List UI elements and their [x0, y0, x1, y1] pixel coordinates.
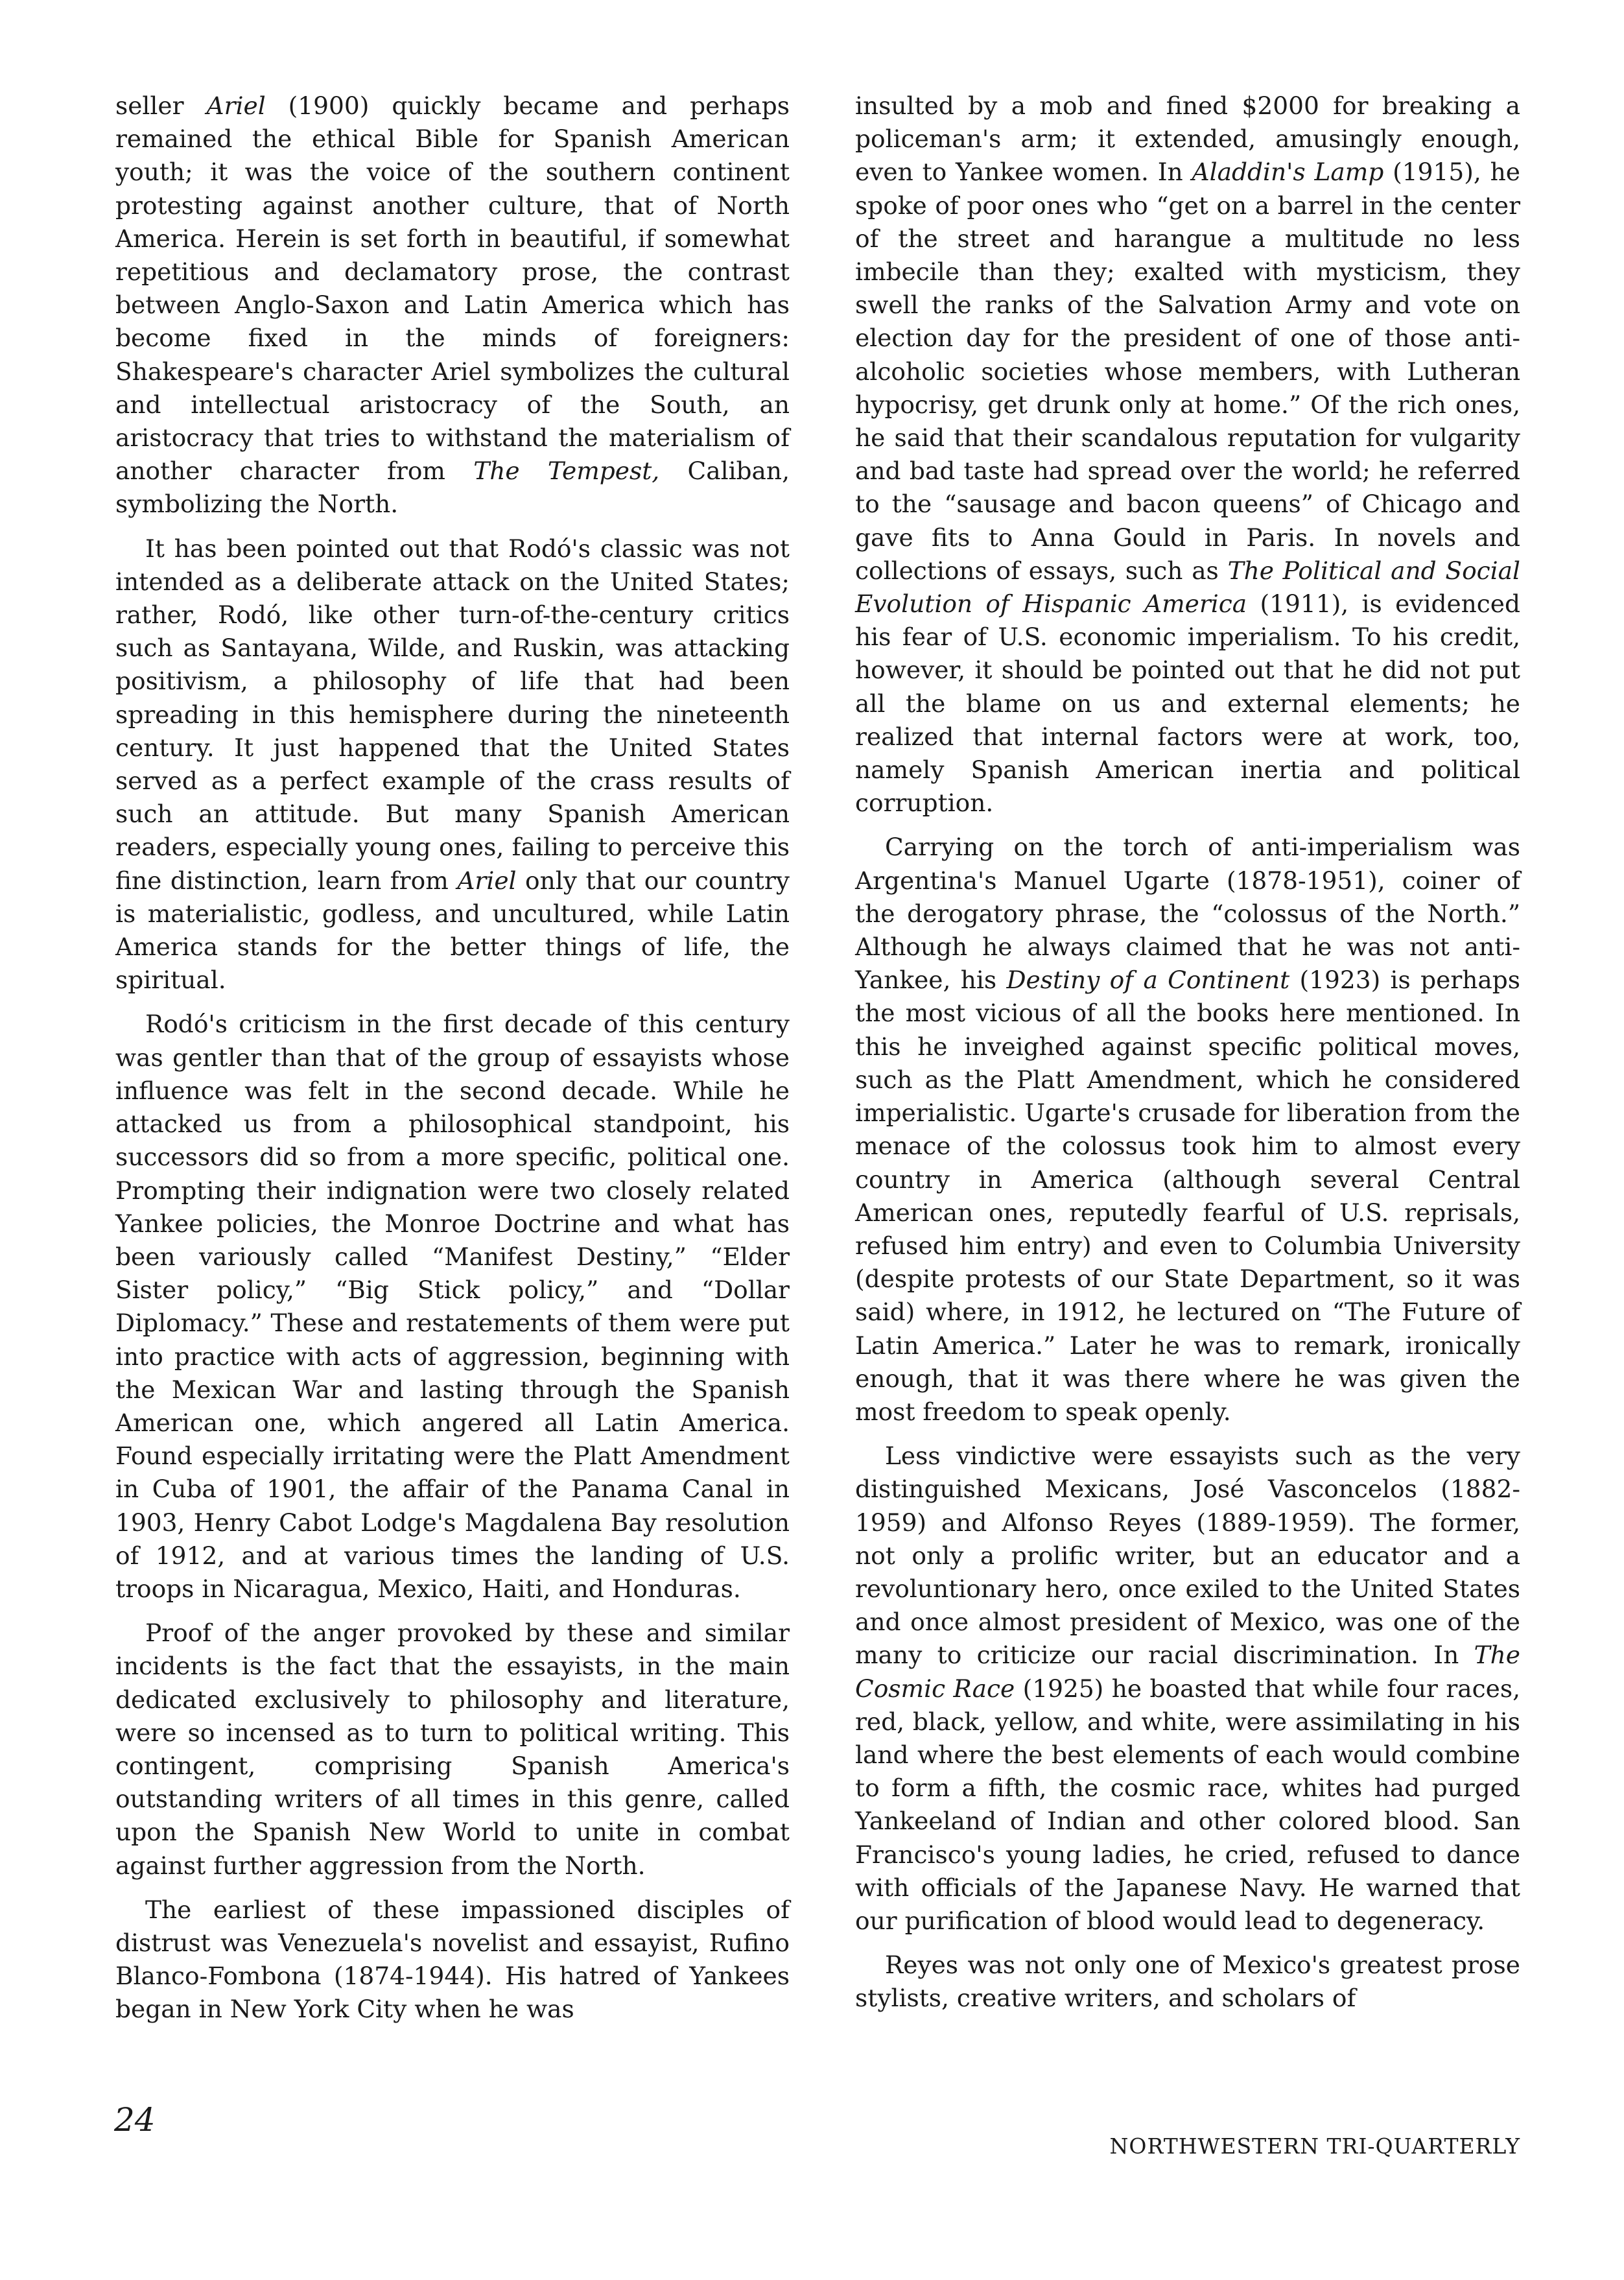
- paragraph: [855, 831, 1520, 1429]
- left-column: [115, 89, 790, 2037]
- text-run: Carrying on the torch of anti-imperialism was Argentina's Manuel Ugarte (1878-1951), coiner of the derogatory phrase, the “colossus of the North.” Although he always claimed that he was not anti-Yankee, his: [855, 833, 1520, 995]
- paragraph: The earliest of these impassioned disciples of distrust was Venezuela's novelist and essayist, Rufino Blanco-Fombona (1874-1944). His hatred of Yankees began in New York City when he was: [115, 1895, 790, 2024]
- text-run: (1915), he spoke of poor ones who “get on a barrel in the center of the street and harangue a multitude no less imbecile than they; exalted with mysticism, they swell the ranks of the Salvation Army and vote on election day for the president of one of those anti-alcoholic societies whose members, with Lutheran hypocrisy, get drunk only at home.” Of the rich ones, he said that their scandalous reputation for vulgarity and bad taste had spread over the world; he referred to the “sausage and bacon queens” of Chicago and gave fits to Anna Gould in Paris. In novels and collections of essays, such as: [855, 158, 1520, 585]
- text-run: (1911), is evidenced his fear of U.S. economic imperialism. To his credit, however, it should be pointed out that he did not put all the blame on us and external elements; he realized that internal factors were at work, too, namely Spanish American inertia and political corruption.: [855, 589, 1520, 818]
- book-title: Aladdin's Lamp: [1192, 158, 1384, 187]
- text-run: insulted by a mob and fined $2000 for breaking a policeman's arm; it extended, amusingly enough, even to Yankee women. In: [855, 91, 1520, 187]
- paragraph: Proof of the anger provoked by these and similar incidents is the fact that the essayists, in the main dedicated exclusively to philosophy and literature, were so incensed as to turn to political writing. This contingent, comprising Spanish America's outstanding writers of all times in this genre, called upon the Spanish New World to unite in combat against further aggression from the North.: [115, 1619, 790, 1880]
- running-head: NORTHWESTERN TRI-QUARTERLY: [1109, 2133, 1520, 2159]
- paragraph: [115, 89, 790, 521]
- book-title: The Political and Social Evolution of Hispanic America: [855, 556, 1520, 619]
- text-run: (1925) he boasted that while four races, red, black, yellow, and white, were assimilating in his land where the best elements of each would combine to form a fifth, the cosmic race, whites had purged Yankeeland of Indian and other colored blood. San Francisco's young ladies, he cried, refused to dance with officials of the Japanese Navy. He warned that our purification of blood would lead to degeneracy.: [855, 1674, 1521, 1935]
- text-run: Less vindictive were essayists such as the very distinguished Mexicans, José Vasconcelos (1882-1959) and Alfonso Reyes (1889-1959). The former, not only a prolific writer, but an educator and a revoluntionary hero, once exiled to the United States and once almost president of Mexico, was one of the many to criticize our racial discrimination. In: [855, 1442, 1520, 1670]
- book-title: The Tempest,: [473, 457, 660, 486]
- text-run: (1900) quickly became and perhaps remained the ethical Bible for Spanish American youth; it was the voice of the southern continent protesting against another culture, that of North America. Herein is set forth in beautiful, if somewhat repetitious and declamatory prose, the contrast between Anglo-Saxon and Latin America which has become fixed in the minds of foreigners: Shakespeare's character Ariel symbolizes the cultural and intellectual aristocracy of the South, an aristocracy that tries to withstand the materialism of another character from: [115, 91, 790, 486]
- paragraph: [115, 532, 790, 997]
- text-run: It has been pointed out that Rodó's classic was not intended as a deliberate attack on the United States; rather, Rodó, like other turn-of-the-century critics such as Santayana, Wilde, and Ruskin, was attacking positivism, a philosophy of life that had been spreading in this hemisphere during the nineteenth century. It just happened that the United States served as a perfect example of the crass results of such an attitude. But many Spanish American readers, especially young ones, failing to perceive this fine distinction, learn from: [115, 534, 790, 895]
- book-title: The Cosmic Race: [855, 1641, 1520, 1703]
- book-title: Ariel: [457, 866, 517, 895]
- paragraph: Reyes was not only one of Mexico's greatest prose stylists, creative writers, and scholars of: [855, 1951, 1520, 2013]
- paragraph: [855, 89, 1520, 820]
- book-title: Destiny of a Continent: [1006, 966, 1290, 995]
- text-run: only that our country is materialistic, godless, and uncultured, while Latin America stands for the better things of life, the spiritual.: [115, 866, 790, 995]
- right-column: [855, 89, 1520, 2026]
- page-number: 24: [114, 2101, 156, 2139]
- book-title: Ariel: [206, 91, 266, 120]
- paragraph: Rodó's criticism in the first decade of this century was gentler than that of the group of essayists whose influence was felt in the second decade. While he attacked us from a philosophical standpoint, his successors did so from a more specific, political one. Prompting their indignation were two closely related Yankee policies, the Monroe Doctrine and what has been variously called “Manifest Destiny,” “Elder Sister policy,” “Big Stick policy,” and “Dollar Diplomacy.” These and restatements of them were put into practice with acts of aggression, beginning with the Mexican War and lasting through the Spanish American one, which angered all Latin America. Found especially irritating were the Platt Amendment in Cuba of 1901, the affair of the Panama Canal in 1903, Henry Cabot Lodge's Magdalena Bay resolution of 1912, and at various times the landing of U.S. troops in Nicaragua, Mexico, Haiti, and Honduras.: [115, 1010, 790, 1603]
- paragraph: [855, 1440, 1520, 1938]
- text-run: (1923) is perhaps the most vicious of all the books here mentioned. In this he inveighed against specific political moves, such as the Platt Amendment, which he considered imperialistic. Ugarte's crusade for liberation from the menace of the colossus took him to almost every country in America (although several Central American ones, reputedly fearful of U.S. reprisals, refused him entry) and even to Columbia University (despite protests of our State Department, so it was said) where, in 1912, he lectured on “The Future of Latin America.” Later he was to remark, ironically enough, that it was there where he was given the most freedom to speak openly.: [855, 966, 1521, 1426]
- text-run: Caliban, symbolizing the North.: [115, 457, 790, 519]
- text-run: seller: [115, 91, 207, 120]
